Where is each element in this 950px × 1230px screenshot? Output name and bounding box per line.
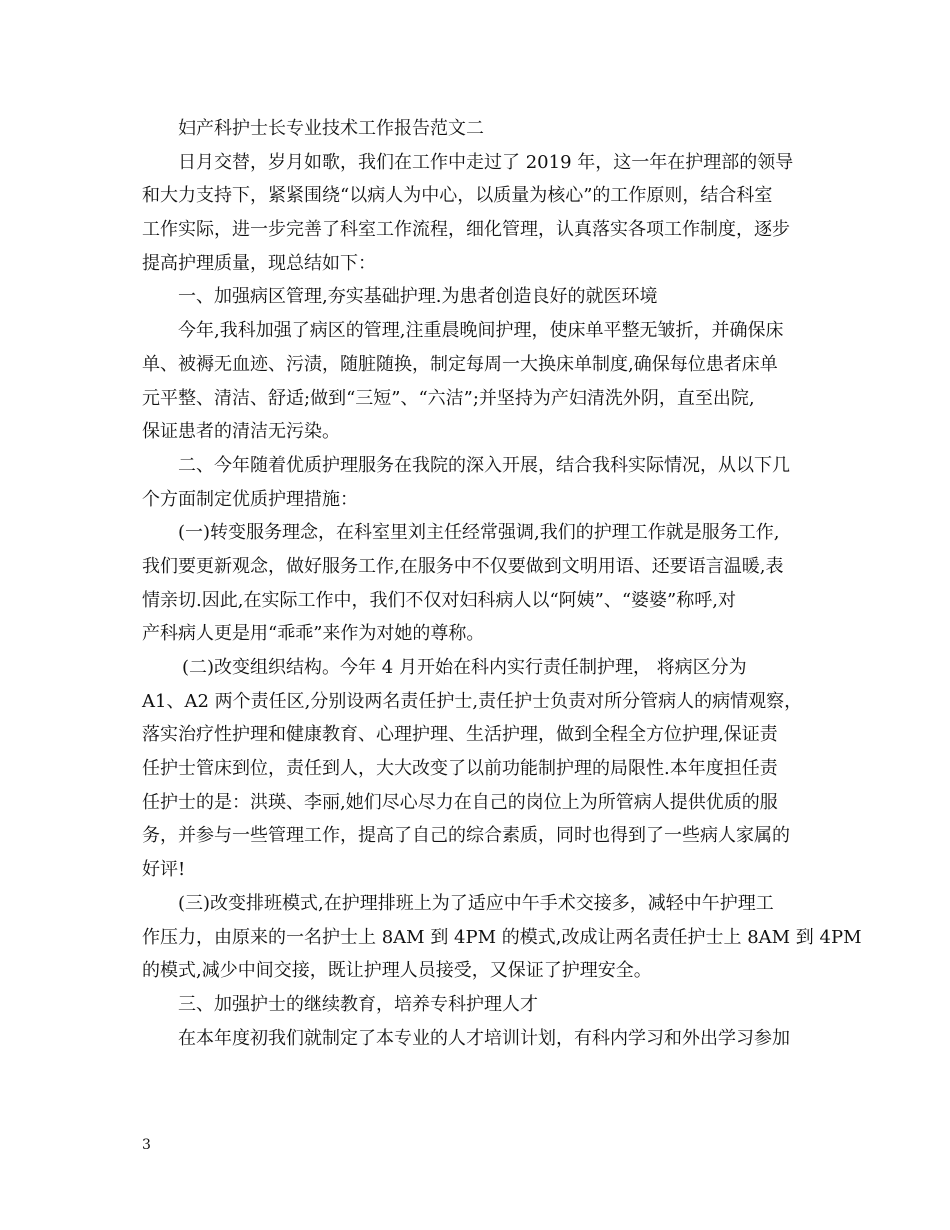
paragraph-line: 元平整、清洁、舒适;做到“三短”、“六洁”;并坚持为产妇清洗外阴，直至出院, <box>142 387 755 409</box>
document-title: 妇产科护士长专业技术工作报告范文二 <box>178 118 484 139</box>
section-heading: 二、今年随着优质护理服务在我院的深入开展，结合我科实际情况，从以下几 <box>178 454 790 476</box>
paragraph-line: (一)转变服务理念，在科室里刘主任经常强调,我们的护理工作就是服务工作, <box>178 522 780 544</box>
paragraph-line: 我们要更新观念，做好服务工作,在服务中不仅要做到文明用语、还要语言温暖,表 <box>142 555 784 577</box>
paragraph-line: 日月交替，岁月如歌，我们在工作中走过了 2019 年，这一年在护理部的领导 <box>178 151 794 173</box>
paragraph-line: 落实治疗性护理和健康教育、心理护理、生活护理，做到全程全方位护理,保证责 <box>142 724 778 746</box>
paragraph-line: (二)改变组织结构。今年 4 月开始在科内实行责任制护理， 将病区分为 <box>182 657 747 678</box>
document-body <box>142 112 862 1055</box>
paragraph-line: 务，并参与一些管理工作，提高了自己的综合素质，同时也得到了一些病人家属的 <box>142 825 790 847</box>
paragraph-line: 任护士管床到位，责任到人，大大改变了以前功能制护理的局限性.本年度担任责 <box>142 758 778 780</box>
paragraph-line: 任护士的是：洪瑛、李丽,她们尽心尽力在自己的岗位上为所管病人提供优质的服 <box>142 791 778 813</box>
page-number: 3 <box>142 1137 151 1153</box>
paragraph-line: 保证患者的清洁无污染。 <box>142 421 340 443</box>
paragraph-line: 的模式,减少中间交接，既让护理人员接受，又保证了护理安全。 <box>142 960 652 982</box>
paragraph-line: A1、A2 两个责任区,分别设两名责任护士,责任护士负责对所分管病人的病情观察， <box>142 690 803 712</box>
paragraph-line: 作压力，由原来的一名护士上 8AM 到 4PM 的模式,改成让两名责任护士上 8AM 到 4PM <box>142 926 862 948</box>
paragraph-line: (三)改变排班模式,在护理排班上为了适应中午手术交接多，减轻中午护理工 <box>178 892 774 914</box>
paragraph-line: 单、被褥无血迹、污渍，随脏随换，制定每周一大换床单制度,确保每位患者床单 <box>142 353 778 375</box>
section-heading: 一、加强病区管理,夯实基础护理.为患者创造良好的就医环境 <box>178 286 658 308</box>
section-heading: 三、加强护士的继续教育，培养专科护理人才 <box>178 993 538 1015</box>
paragraph-line: 个方面制定优质护理措施： <box>142 488 358 510</box>
paragraph-line: 工作实际，进一步完善了科室工作流程，细化管理，认真落实各项工作制度，逐步 <box>142 219 790 241</box>
paragraph-line: 在本年度初我们就制定了本专业的人才培训计划，有科内学习和外出学习参加 <box>178 1027 790 1049</box>
paragraph-line: 产科病人更是用“乖乖”来作为对她的尊称。 <box>142 623 485 645</box>
paragraph-line: 和大力支持下，紧紧围绕“以病人为中心，以质量为核心”的工作原则，结合科室 <box>142 185 773 207</box>
paragraph-line: 情亲切.因此,在实际工作中，我们不仅对妇科病人以“阿姨”、“婆婆”称呼,对 <box>142 589 736 611</box>
paragraph-line: 今年,我科加强了病区的管理,注重晨晚间护理，使床单平整无皱折，并确保床 <box>178 320 784 342</box>
paragraph-line: 提高护理质量，现总结如下： <box>142 252 376 274</box>
paragraph-line: 好评! <box>142 859 186 881</box>
